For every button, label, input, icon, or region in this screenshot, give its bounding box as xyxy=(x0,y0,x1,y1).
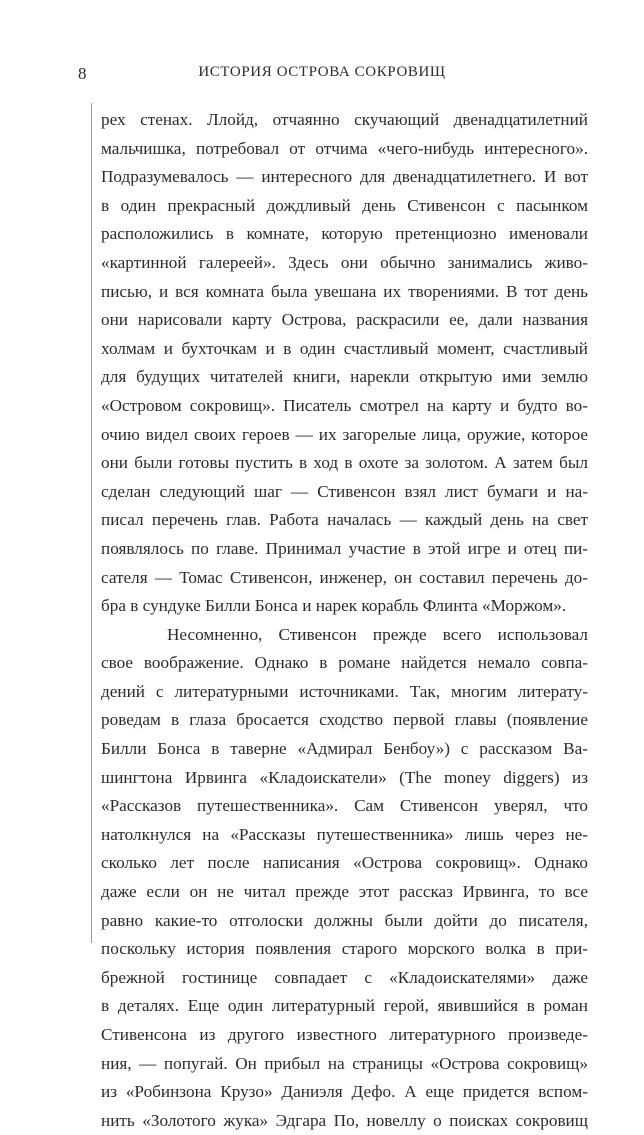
text-line: роведам в глаза бросается сходство первой главы (появление xyxy=(101,710,588,730)
text-line: они нарисовали карту Острова, раскрасили ее, дали названия xyxy=(101,310,588,330)
text-line: дений с литературными источниками. Так, многим литерату- xyxy=(101,681,588,701)
body-text xyxy=(101,106,588,1135)
text-line: натолкнулся на «Рассказы путешественника» лишь через не- xyxy=(101,824,588,844)
text-line: мальчишка, потребовал от отчима «чего-нибудь интересного». xyxy=(101,138,588,158)
text-line: сателя — Томас Стивенсон, инженер, он составил перечень до- xyxy=(101,567,588,587)
text-line: брежной гостинице совпадает с «Кладоискателями» даже xyxy=(101,967,588,987)
paragraph-start-line: Несомненно, Стивенсон прежде всего использовал xyxy=(167,624,588,644)
text-line: рех стенах. Ллойд, отчаянно скучающий двенадцатилетний xyxy=(101,110,588,129)
text-line: Стивенсона из другого известного литературного произведе- xyxy=(101,1025,588,1044)
text-line: сколько лет после написания «Острова сокровищ». Однако xyxy=(101,853,588,873)
text-line: Билли Бонса в таверне «Адмирал Бенбоу») с рассказом Ва- xyxy=(101,739,588,759)
text-line: расположились в комнате, которую претенциозно именовали xyxy=(101,224,588,244)
text-line: свое воображение. Однако в романе найдется немало совпа- xyxy=(101,653,588,673)
text-line: «картинной галереей». Здесь они обычно занимались живо- xyxy=(101,252,588,272)
text-line: появлялось по главе. Принимал участие в этой игре и отец пи- xyxy=(101,538,588,558)
text-line: в деталях. Еще один литературный герой, явившийся в роман xyxy=(101,996,588,1016)
text-line: писал перечень глав. Работа началась — каждый день на свет xyxy=(101,510,588,530)
text-line: для будущих читателей книги, нарекли открытую ими землю xyxy=(101,367,588,387)
text-line: Подразумевалось — интересного для двенадцатилетнего. И вот xyxy=(101,167,588,187)
text-line: очию видел своих героев — их загорелые лица, оружие, которое xyxy=(101,424,588,444)
running-title: ИСТОРИЯ ОСТРОВА СОКРОВИЩ xyxy=(198,64,446,80)
paragraph-end-line: бра в сундуке Билли Бонса и нарек корабль Флинта «Моржом». xyxy=(101,596,567,616)
text-line: нить «Золотого жука» Эдгара По, новеллу о поисках сокровищ xyxy=(101,1110,588,1130)
text-line: в один прекрасный дождливый день Стивенсон с пасынком xyxy=(101,195,588,215)
text-line: поскольку история появления старого морского волка в при- xyxy=(101,939,588,959)
text-line: из «Робинзона Крузо» Даниэля Дефо. А еще придется вспом- xyxy=(101,1082,588,1102)
text-line: писью, и вся комната была увешана их творениями. В тот день xyxy=(101,281,588,301)
text-line: «Островом сокровищ». Писатель смотрел на карту и будто во- xyxy=(101,395,588,415)
text-line: равно какие-то отголоски должны были дойти до писателя, xyxy=(101,910,588,930)
text-line: холмам и бухточкам и в один счастливый момент, счастливый xyxy=(101,338,588,358)
text-line: сделан следующий шаг — Стивенсон взял лист бумаги и на- xyxy=(101,481,588,501)
text-line: ния, — попугай. Он прибыл на страницы «Острова сокровищ» xyxy=(101,1053,588,1073)
text-line: шингтона Ирвинга «Кладоискатели» (The money diggers) из xyxy=(101,767,588,787)
text-line: они были готовы пустить в ход в охоте за золотом. А затем был xyxy=(101,453,588,473)
margin-rule xyxy=(91,103,92,943)
page-number: 8 xyxy=(78,64,87,83)
text-line: «Рассказов путешественника». Сам Стивенсон уверял, что xyxy=(101,796,588,816)
text-line: даже если он не читал прежде этот рассказ Ирвинга, то все xyxy=(101,882,588,902)
